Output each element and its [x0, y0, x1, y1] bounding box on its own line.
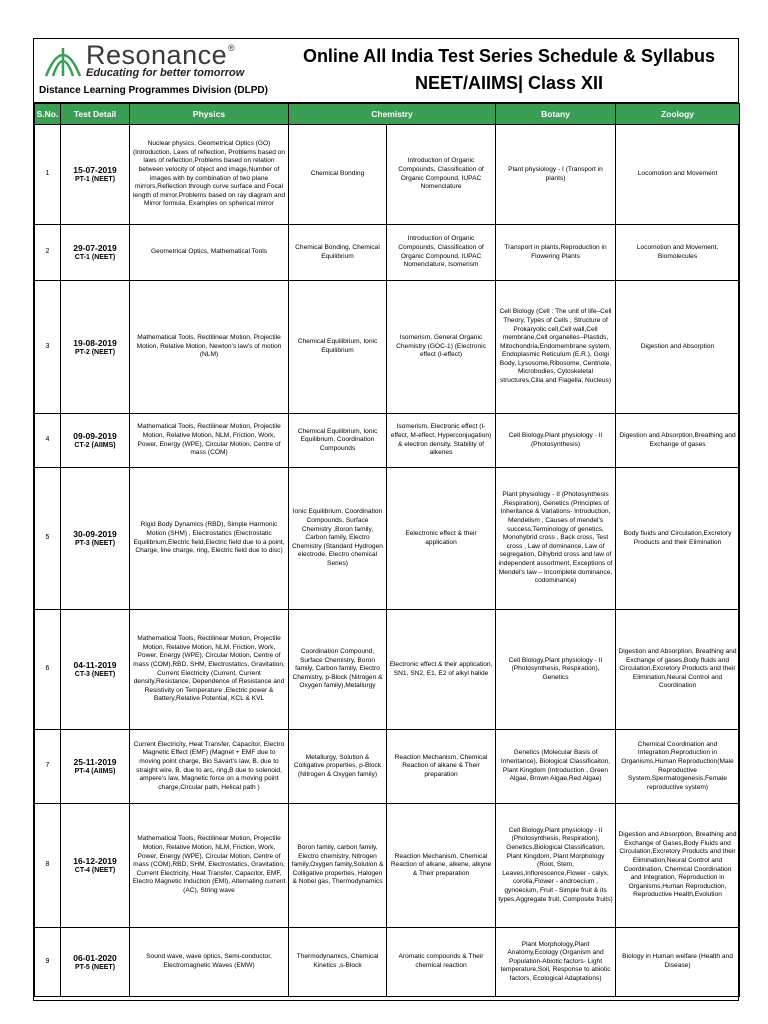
table-row — [35, 281, 740, 414]
test-code: PT-2 (NEET) — [74, 348, 116, 356]
cell-sno: 7 — [35, 730, 61, 804]
cell-zoology: Digestion and Absorption, Breathing and Exchange of gases,Body fluids and Circulation,Excretory Products and their Elimination,Neural Control and Coordination — [616, 610, 740, 730]
cell-chemistry-organic: Eelectronic effect & their application — [387, 468, 496, 610]
cell-physics: Current Electricity, Heat Transfer, Capacitor, Electro Magnetic Effect (EMF) (Magnet + EMF due to moving point charge, Bio Savart's law, B. due to straight wire, B. due to arc, ring,B due to solenoid, ampere's law, Magnetic force on a moving point charge,Circular path, Helical path ) — [130, 730, 289, 804]
cell-test-detail — [61, 928, 130, 997]
cell-zoology: Chemical Coordination and Integration,Reproduction in Organisms,Human Reproduction(Male Reproductive System,Spermatogenesis,Female reproductive system) — [616, 730, 740, 804]
test-code: PT-5 (NEET) — [74, 963, 116, 971]
cell-botany: Plant physiology - I (Transport in plants) — [496, 125, 616, 225]
cell-test-detail — [61, 804, 130, 928]
cell-chemistry-organic: Introduction of Organic Compounds, Classification of Organic Compound, IUPAC Nomenclature — [387, 125, 496, 225]
cell-chemistry-inorganic: Ionic Equilibrium, Coordination Compounds, Surface Chemistry ,Boron family, Carbon family, Electro Chemistry (Standard Hydrogen electrode, Electro chemical Series) — [289, 468, 387, 610]
test-code: CT-1 (NEET) — [74, 254, 116, 261]
cell-sno: 1 — [35, 125, 61, 225]
cell-botany: Transport in plants,Reproduction in Flowering Plants — [496, 225, 616, 281]
brand-tagline: Educating for better tomorrow — [86, 67, 245, 79]
test-date: 16-12-2019 — [73, 856, 117, 866]
cell-chemistry-organic: Reaction Mechanism, Chemical Reaction of alkane, alkene, alkyne & Their preparation — [387, 804, 496, 928]
cell-chemistry-organic: Isomerism, General Organic Chemistry (GOC-1) (Electronic effect (I-effect) — [387, 281, 496, 414]
cell-chemistry-organic: Electronic effect & their application, SN1, SN2, E1, E2 of alkyl halide — [387, 610, 496, 730]
cell-chemistry-inorganic: Coordination Compound, Surface Chemistry, Boron family, Carbon family, Electro Chemistry, p-Block (Nitrogen & Oxygen family),Metallurgy — [289, 610, 387, 730]
test-date: 19-08-2019 — [73, 337, 117, 348]
schedule-table — [34, 103, 740, 997]
test-date: 15-07-2019 — [73, 165, 117, 175]
cell-zoology: Body fluids and Circulation,Excretory Products and their Elimination — [616, 468, 740, 610]
table-row — [35, 225, 740, 281]
cell-zoology: Digestion and Absorption,Breathing and Exchange of gases — [616, 414, 740, 468]
cell-botany: Cell Biology,Plant physiology - II (Photosynthesis, Respiration), Genetics,Biological Classification, Plant Kingdom, Plant Morphology (Root, Stem, Leaves,Inflorescence,Flower - calyx, corolla,Flower - androecium , gynoecium, Fruit - Simple fruit & its types,Aggregate fruit, Composite fruits) — [496, 804, 616, 928]
title-line-1: Online All India Test Series Schedule & Syllabus — [302, 46, 716, 66]
cell-test-detail — [61, 610, 130, 730]
cell-physics: Sound wave, wave optics, Semi-conductor, Electromagnetic Waves (EMW) — [130, 928, 289, 997]
cell-chemistry-inorganic: Thermodynamics, Chemical Kinetics ,s-Block — [289, 928, 387, 997]
col-header-botany: Botany — [496, 104, 616, 125]
table-header-row — [35, 104, 740, 125]
cell-chemistry-inorganic: Metallurgy, Solution & Colligative properties, p-Block (Nitrogen & Oxygen family) — [289, 730, 387, 804]
table-row — [35, 804, 740, 928]
cell-test-detail — [61, 468, 130, 610]
cell-zoology: Locomotion and Movement, Biomolecules — [616, 225, 740, 281]
cell-physics: Nuclear physics, Geometrical Optics (GO) (Introduction, Laws of reflection, Problems based on laws of reflection,Problems based on relation between velocity of object and image,Number of images with by combination of two plane mirrors,Reflection through curve surface and Focal length of mirror,Problems based on ray diagram and Mirror formula, Examples on spherical mirror — [130, 125, 289, 225]
col-header-physics: Physics — [130, 104, 289, 125]
cell-test-detail — [61, 125, 130, 225]
test-date: 29-07-2019 — [73, 243, 117, 253]
brand-name: Resonance — [86, 40, 228, 70]
cell-botany: Plant physiology - II (Photosynthesis ,Respiration), Genetics (Principles of Inheritance & Variations- Introduction, Mendelism , Causes of mendel's success,Terminology of genetics, Monohybrid cross , Back cross, Test cross , Law of dominance, Law of segregation, Dihybrid cross and law of independent assortment, Exceptions of Mendel's law – Incomplete dominance, codominance) — [496, 468, 616, 610]
cell-chemistry-organic: Isomerism, Electronic effect (I-effect, M-effect, Hyperconjugation) & electron density, Stability of alkenes — [387, 414, 496, 468]
test-code: PT-1 (NEET) — [74, 176, 116, 183]
schedule-page — [33, 38, 739, 1001]
cell-test-detail — [61, 730, 130, 804]
cell-chemistry-organic: Aromatic compounds & Their chemical reaction — [387, 928, 496, 997]
cell-chemistry-inorganic: Chemical Equilibrium, Ionic Equilibrium, Coordination Compounds — [289, 414, 387, 468]
test-date: 06-01-2020 — [73, 952, 117, 963]
registered-mark: ® — [228, 43, 235, 53]
test-code: PT-4 (AIIMS) — [74, 768, 116, 775]
table-row — [35, 125, 740, 225]
test-date: 04-11-2019 — [73, 660, 117, 670]
cell-zoology: Digestion and Absorption — [616, 281, 740, 414]
resonance-logo-icon — [44, 42, 82, 78]
page-header — [34, 39, 738, 103]
cell-test-detail — [61, 225, 130, 281]
table-row — [35, 928, 740, 997]
cell-physics: Geometrical Optics, Mathematical Tools — [130, 225, 289, 281]
table-row — [35, 610, 740, 730]
cell-sno: 5 — [35, 468, 61, 610]
cell-physics: Mathematical Tools, Rectilinear Motion, Projectile Motion, Relative Motion, NLM, Friction, Work, Power, Energy (WPE), Circular Motion, Centre of mass (COM),RBD, SHM, Electrostatics, Gravitation, Current Electricity (Current, Current density,Resistance, Dependence of Resistance and Resistivity on Temperature ,Electric power & Battery,Relative Potential, KCL & KVL — [130, 610, 289, 730]
cell-sno: 4 — [35, 414, 61, 468]
cell-chemistry-organic: Reaction Mechanism, Chemical Reaction of alkane & Their preparation — [387, 730, 496, 804]
table-row — [35, 414, 740, 468]
division-name: Distance Learning Programmes Division (DLPD) — [39, 85, 268, 96]
cell-chemistry-inorganic: Chemical Bonding, Chemical Equilibrium — [289, 225, 387, 281]
cell-zoology: Locomotion and Movement — [616, 125, 740, 225]
col-header-zoology: Zoology — [616, 104, 740, 125]
cell-zoology: Digestion and Absorption, Breathing and Exchange of Gases,Body Fluids and Circulation,Excretory Products and their Elimination,Neural Control and Coordination, Chemical Coordination and Integration, Reproduction in Organisms,Human Reproduction, Reproductive Health,Evolution — [616, 804, 740, 928]
resonance-logo — [40, 41, 270, 101]
cell-botany: Genetics (Molecular Basis of Inheritance), Biological Classificaiton, Plant Kingdom (Introduction , Green Algae, Brown Algae,Red Algae) — [496, 730, 616, 804]
cell-chemistry-inorganic: Chemical Equilibrium, Ionic Equilibrium — [289, 281, 387, 414]
test-date: 25-11-2019 — [73, 757, 117, 767]
cell-chemistry-inorganic: Chemical Bonding — [289, 125, 387, 225]
cell-botany: Cell Biology,Plant physiology - II (Photosynthesis) — [496, 414, 616, 468]
col-header-sno: S.No. — [35, 104, 61, 125]
cell-zoology: Biology in Human welfare (Health and Disease) — [616, 928, 740, 997]
test-date: 09-09-2019 — [73, 431, 117, 441]
table-row — [35, 730, 740, 804]
test-code: CT-4 (NEET) — [74, 867, 116, 874]
cell-sno: 9 — [35, 928, 61, 997]
cell-sno: 2 — [35, 225, 61, 281]
cell-sno: 3 — [35, 281, 61, 414]
test-code: CT-3 (NEET) — [74, 671, 116, 678]
cell-physics: Mathematical Tools, Rectilinear Motion, Projectile Motion, Relative Motion, NLM, Friction, Work, Power, Energy (WPE), Circular Motion, Centre of mass (COM),RBD, SHM, Electrostatics, Gravitation, Current Electricity, Heat Transfer, Capacitor, EMF, Electro Magnetic Induction (EMI), Alternating current (AC), String wave — [130, 804, 289, 928]
cell-chemistry-inorganic: Boron family, carbon family, Electro chemistry, Nitrogen family,Oxygen family,Solution & Colligative properties, Halogen & Nobel gas, Thermodynamics — [289, 804, 387, 928]
cell-botany: Cell Biology (Cell : The unit of life–Cell Theory, Types of Cells , Structure of Prokaryotic cell,Cell wall,Cell membrane,Cell organelles–Plastids, Mitochondria,Endomembrane system, Endoplasmic Reticulum (E.R.), Golgi Body, Lysosome,Ribosome, Centriole, Microbodies, Cytoskeletal structures,Cilia and Flagella, Nucleus) — [496, 281, 616, 414]
test-date: 30-09-2019 — [73, 529, 117, 539]
cell-botany: Cell Biology,Plant physiology - II (Photosynthesis, Respiration), Genetics — [496, 610, 616, 730]
cell-test-detail — [61, 414, 130, 468]
test-code: PT-3 (NEET) — [74, 540, 116, 547]
cell-test-detail — [61, 281, 130, 414]
cell-botany: Plant Morphology,Plant Anatomy,Ecology (Organism and Population-Abiotic factors- Light temperature,Soil, Response to abiotic factors, Ecological Adaptations) — [496, 928, 616, 997]
table-row — [35, 468, 740, 610]
cell-physics: Mathematical Tools, Rectilinear Motion, Projectile Motion, Relative Motion, Newton's law's of motion (NLM) — [130, 281, 289, 414]
cell-sno: 6 — [35, 610, 61, 730]
page-title — [284, 43, 734, 97]
cell-physics: Rigid Body Dynamics (RBD), Simple Harmonic Motion (SHM) , Electrostatics (Electrostatic Equilibrium,Electric field,Electric field due to a point, Charge, line charge, ring, Electric field due to disc) — [130, 468, 289, 610]
col-header-chemistry: Chemistry — [289, 104, 496, 125]
col-header-test-detail: Test Detail — [61, 104, 130, 125]
cell-sno: 8 — [35, 804, 61, 928]
cell-chemistry-organic: Introduction of Organic Compounds, Classification of Organic Compound, IUPAC Nomenclature, Isomerism — [387, 225, 496, 281]
title-line-2: NEET/AIIMS| Class XII — [414, 73, 604, 93]
test-code: CT-2 (AIIMS) — [74, 442, 116, 449]
cell-physics: Mathematical Tools, Rectilinear Motion, Projectile Motion, Relative Motion, NLM, Friction, Work, Power, Energy (WPE), Circular Motion, Centre of mass (COM) — [130, 414, 289, 468]
